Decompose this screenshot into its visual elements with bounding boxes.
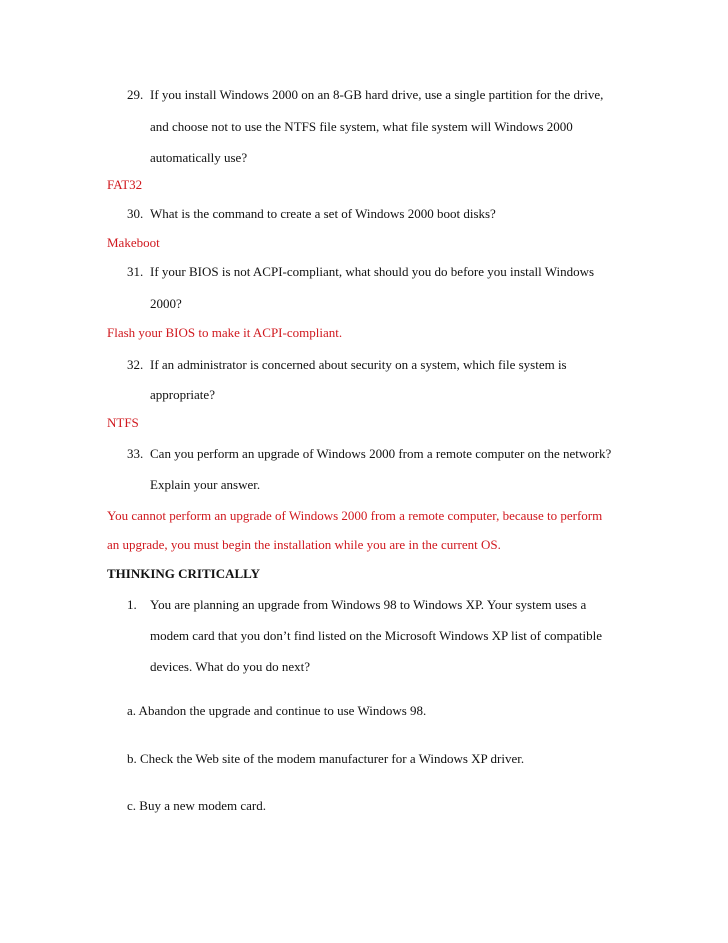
question-text-line: and choose not to use the NTFS file system, what file system will Windows 2000 (150, 119, 573, 134)
answer-option-a: a. Abandon the upgrade and continue to use Windows 98. (127, 703, 427, 718)
question-text-line: You are planning an upgrade from Windows 98 to Windows XP. Your system uses a (150, 597, 587, 612)
question-number: 30. (127, 206, 144, 221)
question-text-line: devices. What do you do next? (150, 659, 311, 674)
answer-text: Flash your BIOS to make it ACPI-compliant. (107, 325, 343, 340)
question-text-line: If your BIOS is not ACPI-compliant, what should you do before you install Windows (150, 264, 595, 279)
question-text-line: Can you perform an upgrade of Windows 2000 from a remote computer on the network? (150, 446, 612, 461)
answer-text: You cannot perform an upgrade of Windows 2000 from a remote computer, because to perform (107, 508, 603, 523)
question-text-line: If an administrator is concerned about security on a system, which file system is (150, 357, 567, 372)
question-text-line: If you install Windows 2000 on an 8-GB hard drive, use a single partition for the drive, (150, 87, 604, 102)
question-number: 29. (127, 87, 144, 102)
answer-text: NTFS (107, 415, 139, 430)
answer-option-c: c. Buy a new modem card. (127, 798, 266, 813)
question-text-line: What is the command to create a set of Windows 2000 boot disks? (150, 206, 496, 221)
question-text-line: appropriate? (150, 387, 215, 402)
question-number: 31. (127, 264, 144, 279)
answer-text: an upgrade, you must begin the installation while you are in the current OS. (107, 537, 501, 552)
question-text-line: automatically use? (150, 150, 248, 165)
answer-text: FAT32 (107, 177, 143, 192)
question-number: 1. (127, 597, 137, 612)
question-number: 33. (127, 446, 144, 461)
answer-option-b: b. Check the Web site of the modem manufacturer for a Windows XP driver. (127, 751, 525, 766)
question-number: 32. (127, 357, 144, 372)
section-heading: THINKING CRITICALLY (107, 566, 261, 581)
answer-text: Makeboot (107, 235, 160, 250)
question-text-line: 2000? (150, 296, 182, 311)
question-text-line: modem card that you don’t find listed on the Microsoft Windows XP list of compatible (150, 628, 603, 643)
question-text-line: Explain your answer. (150, 477, 261, 492)
